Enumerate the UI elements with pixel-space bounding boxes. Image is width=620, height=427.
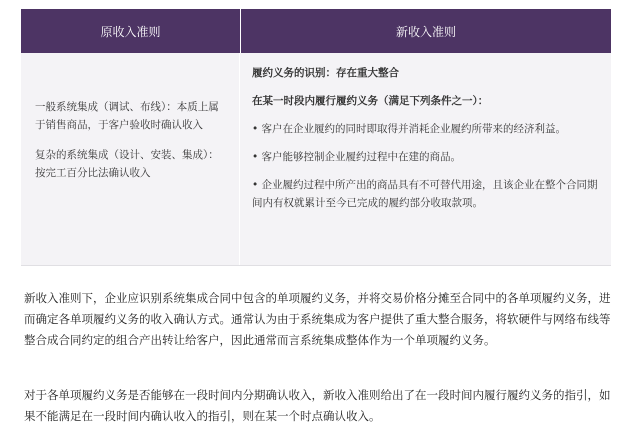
condition-item: • 客户能够控制企业履约过程中在建的商品。: [252, 151, 462, 163]
comparison-table: [21, 9, 611, 266]
obligation-identification: 履约义务的识别：存在重大整合: [252, 67, 399, 79]
old-item-general: 一般系统集成（调试、布线）：本质上属于销售商品，于客户验收时确认收入: [35, 101, 219, 131]
table-header: [21, 9, 611, 53]
over-time-conditions-title: 在某一时段内履行履约义务（满足下列条件之一）：: [252, 95, 489, 107]
old-item-complex: 复杂的系统集成（设计、安装、集成）：按完工百分比法确认收入: [35, 149, 219, 179]
body-paragraph: 对于各单项履约义务是否能够在一段时间内分期确认收入，新收入准则给出了在一段时间内履行履约义务的指引，如果不能满足在一段时间内确认收入的指引，则在某一个时点确认收入。: [24, 387, 611, 423]
condition-item: • 企业履约过程中所产出的商品具有不可替代用途，且该企业在整个合同期间内有权就累计至今已完成的履约部分收取款项。: [252, 179, 598, 209]
body-paragraph: 新收入准则下，企业应识别系统集成合同中包含的单项履约义务，并将交易价格分摊至合同中的各单项履约义务，进而确定各单项履约义务的收入确认方式。通常认为由于系统集成为客户提供了重大整合服务，将软硬件与网络布线等整合成合同约定的组合产出转让给客户，因此通常而言系统集成整体作为一个单项履约义务。: [24, 290, 611, 347]
condition-item: • 客户在企业履约的同时即取得并消耗企业履约所带来的经济利益。: [252, 123, 567, 135]
new-standard-cell: [240, 53, 611, 265]
header-old-standard: 原收入准则: [21, 9, 241, 53]
old-standard-cell: [21, 53, 240, 265]
header-new-standard: 新收入准则: [395, 24, 456, 39]
table-body: [21, 53, 611, 266]
